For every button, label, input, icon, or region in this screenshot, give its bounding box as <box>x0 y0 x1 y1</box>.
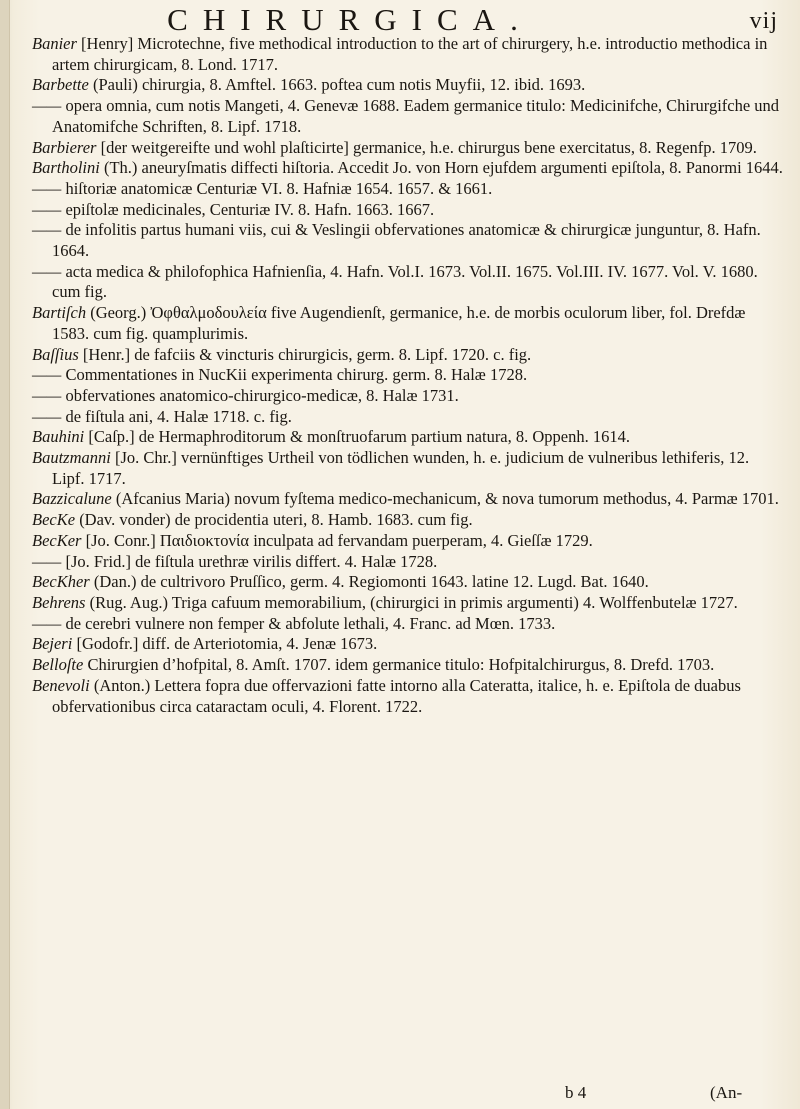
entry-author: —— <box>32 178 62 198</box>
entry-text: (Dan.) de cultrivoro Pruſſico, germ. 4. Regiomonti 1643. latine 12. Lugd. Bat. 1640. <box>89 572 649 592</box>
entry-author: Bauhini <box>32 427 85 447</box>
entry-author: —— <box>32 385 62 405</box>
bibliography-entry <box>32 365 784 386</box>
bibliography-entry <box>32 303 784 344</box>
bibliography-entries <box>32 34 784 717</box>
entry-text: (Georg.) Ὀφθαλμοδουλεία five Augendienſt, germanice, h.e. de morbis oculorum liber, fol. Drefdæ 1583. cum fig. quamplurimis. <box>52 303 746 343</box>
entry-text: [Caſp.] de Hermaphroditorum & monſtruofarum partium natura, 8. Oppenh. 1614. <box>84 427 630 447</box>
entry-author: Baſſius <box>32 344 79 364</box>
bibliography-entry <box>32 220 784 261</box>
bibliography-entry <box>32 489 784 510</box>
bibliography-entry <box>32 138 784 159</box>
bibliography-entry <box>32 510 784 531</box>
entry-text: hiſtoriæ anatomicæ Centuriæ VI. 8. Hafniæ 1654. 1657. & 1661. <box>61 178 493 198</box>
entry-text: [der weitgereifte und wohl plaſticirte] germanice, h.e. chirurgus bene exercitatus, 8. Regenfp. 1709. <box>96 137 757 157</box>
entry-text: opera omnia, cum notis Mangeti, 4. Genevæ 1688. Eadem germanice titulo: Medicinifche, Chirurgifche und Anatomifche Schriften, 8. Lipf. 1718. <box>52 96 780 136</box>
entry-author: —— <box>32 96 62 116</box>
entry-text: [Jo. Frid.] de fiſtula urethræ virilis differt. 4. Halæ 1728. <box>61 551 438 571</box>
entry-author: —— <box>32 406 62 426</box>
entry-author: Barbierer <box>32 137 97 157</box>
bibliography-entry <box>32 345 784 366</box>
signature-mark: b 4 <box>565 1083 587 1102</box>
entry-author: Barbette <box>32 75 89 95</box>
entry-author: BecKer <box>32 530 82 550</box>
entry-author: —— <box>32 365 62 385</box>
entry-author: —— <box>32 261 62 281</box>
entry-text: [Henr.] de fafciis & vincturis chirurgicis, germ. 8. Lipf. 1720. c. fig. <box>78 344 532 364</box>
bibliography-entry <box>32 552 784 573</box>
bibliography-entry <box>32 34 784 75</box>
entry-text: (Dav. vonder) de procidentia uteri, 8. Hamb. 1683. cum fig. <box>75 510 473 530</box>
bibliography-entry <box>32 75 784 96</box>
entry-author: Bartholini <box>32 158 100 178</box>
bibliography-entry <box>32 96 784 137</box>
entry-author: Behrens <box>32 592 86 612</box>
bibliography-entry <box>32 262 784 303</box>
bibliography-entry <box>32 676 784 717</box>
entry-author: Benevoli <box>32 675 90 695</box>
entry-author: —— <box>32 220 62 240</box>
entry-author: —— <box>32 551 62 571</box>
entry-text: [Jo. Chr.] vernünftiges Urtheil von tödlichen wunden, h. e. judicium de vulneribus lethiferis, 12. Lipf. 1717. <box>52 448 750 488</box>
bibliography-entry <box>32 593 784 614</box>
bibliography-entry <box>32 427 784 448</box>
entry-text: Commentationes in NucKii experimenta chirurg. germ. 8. Halæ 1728. <box>61 365 528 385</box>
page-header <box>70 2 790 38</box>
entry-text: Chirurgien d’hofpital, 8. Amſt. 1707. idem germanice titulo: Hofpitalchirurgus, 8. Drefd. 1703. <box>83 655 715 675</box>
entry-text: (Rug. Aug.) Triga cafuum memorabilium, (chirurgici in primis argumenti) 4. Wolffenbutelæ 1727. <box>85 592 738 612</box>
bibliography-entry <box>32 179 784 200</box>
entry-text: de fiſtula ani, 4. Halæ 1718. c. fig. <box>61 406 292 426</box>
bibliography-entry <box>32 655 784 676</box>
entry-author: Bautzmanni <box>32 448 111 468</box>
entry-author: BecKe <box>32 510 76 530</box>
bibliography-entry <box>32 386 784 407</box>
bibliography-entry <box>32 531 784 552</box>
catchword: (An- <box>710 1083 743 1102</box>
entry-text: de cerebri vulnere non femper & abfolute lethali, 4. Franc. ad Mœn. 1733. <box>61 613 556 633</box>
entry-author: Belloſte <box>32 655 84 675</box>
entry-author: Banier <box>32 34 77 53</box>
entry-text: [Henry] Microtechne, five methodical introduction to the art of chirurgery, h.e. introductio methodica in artem chirurgicam, 8. Lond. 1717. <box>52 34 768 74</box>
bibliography-entry <box>32 614 784 635</box>
entry-text: (Anton.) Lettera fopra due offervazioni fatte intorno alla Cateratta, italice, h. e. Epiſtola de duabus obfervationibus circa cataractam oculi, 4. Florent. 1722. <box>52 675 741 716</box>
page-footer <box>0 1083 800 1107</box>
entry-text: (Afcanius Maria) novum fyſtema medico-mechanicum, & nova tumorum methodus, 4. Parmæ 1701. <box>111 489 779 509</box>
bibliography-entry <box>32 448 784 489</box>
bibliography-entry <box>32 200 784 221</box>
bibliography-entry <box>32 407 784 428</box>
page-number: vij <box>749 8 778 34</box>
bibliography-entry <box>32 634 784 655</box>
entry-author: BecKher <box>32 572 90 592</box>
page-gutter <box>0 0 10 1109</box>
entry-author: Bazzicalune <box>32 489 112 509</box>
entry-text: [Jo. Conr.] Παιδιοκτονία inculpata ad fervandam puerperam, 4. Gieſſæ 1729. <box>81 530 593 550</box>
entry-text: de infolitis partus humani viis, cui & Veslingii obfervationes anatomicæ & chirurgicæ junguntur, 8. Hafn. 1664. <box>52 220 761 261</box>
entry-author: —— <box>32 613 62 633</box>
entry-text: obfervationes anatomico-chirurgico-medicæ, 8. Halæ 1731. <box>61 385 459 405</box>
entry-text: epiſtolæ medicinales, Centuriæ IV. 8. Hafn. 1663. 1667. <box>61 199 435 219</box>
entry-text: (Pauli) chirurgia, 8. Amftel. 1663. poftea cum notis Muyfii, 12. ibid. 1693. <box>88 75 586 95</box>
entry-text: acta medica & philofophica Hafnienſia, 4. Hafn. Vol.I. 1673. Vol.II. 1675. Vol.III. IV. 1677. Vol. V. 1680. cum fig. <box>52 261 758 302</box>
entry-author: Bartiſch <box>32 303 87 323</box>
entry-text: (Th.) aneuryſmatis diffecti hiſtoria. Accedit Jo. von Horn ejufdem argumenti epiſtola, 8. Panormi 1644. <box>99 158 783 178</box>
bibliography-entry <box>32 572 784 593</box>
running-title: CHIRURGICA. <box>167 2 533 37</box>
entry-text: [Godofr.] diff. de Arteriotomia, 4. Jenæ 1673. <box>72 634 378 654</box>
entry-author: Bejeri <box>32 634 73 654</box>
bibliography-entry <box>32 158 784 179</box>
entry-author: —— <box>32 199 62 219</box>
